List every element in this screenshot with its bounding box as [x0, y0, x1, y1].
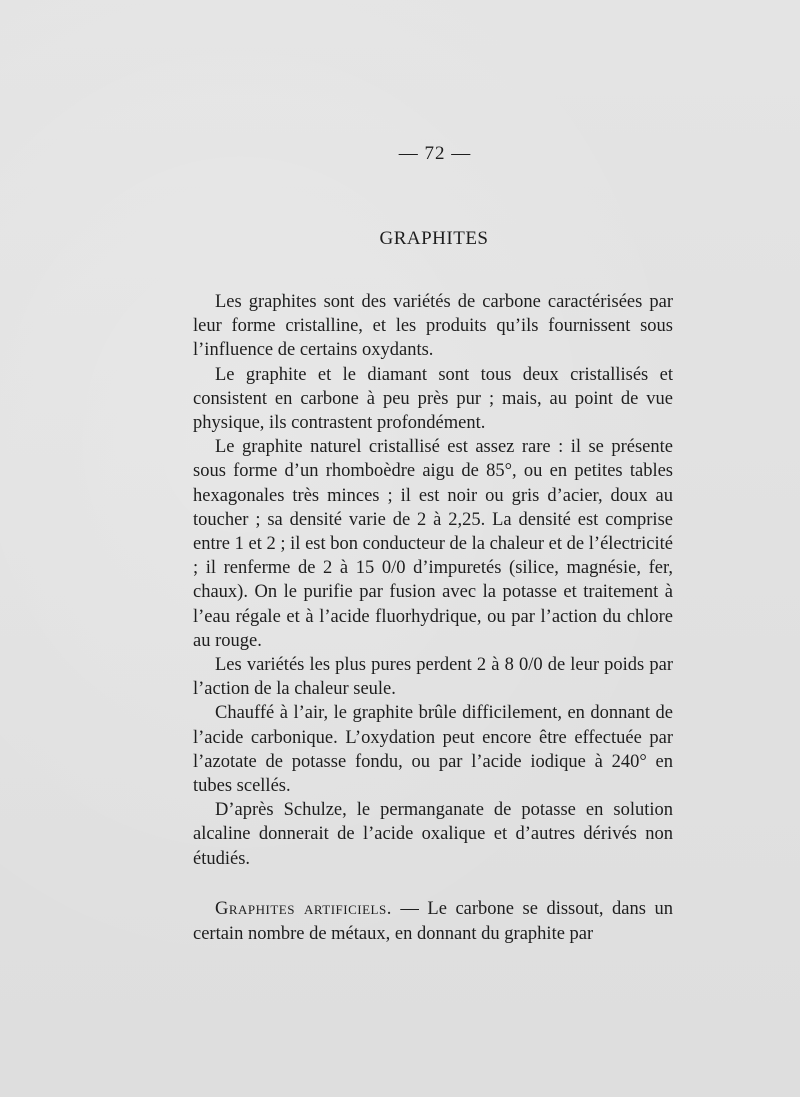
paragraph: Les variétés les plus pures perdent 2 à 8 0/0 de leur poids par l’action de la chaleur seule.	[193, 655, 673, 700]
page-number: — 72 —	[398, 143, 472, 164]
chapter-title: GRAPHITES	[379, 228, 489, 249]
paragraph: Chauffé à l’air, le graphite brûle difficilement, en donnant de l’acide carbonique. L’oxydation peut encore être effectuée par l’azotate de potasse fondu, ou par l’acide iodique à 240° en tubes scellés.	[193, 703, 673, 797]
section-paragraph-text	[193, 897, 673, 947]
paragraph: Le graphite naturel cristallisé est assez rare : il se présente sous forme d’un rhomboèdre aigu de 85°, ou en petites tables hexagonales très minces ; il est noir ou gris d’acier, doux au toucher ; sa densité varie de 2 à 2,25. La densité est comprise entre 1 et 2 ; il est bon conducteur de la chaleur et de l’électricité ; il renferme de 2 à 15 0/0 d’impuretés (silice, magnésie, fer, chaux). On le purifie par fusion avec la potasse et traitement à l’eau régale et à l’acide fluorhydrique, ou par l’action du chlore au rouge.	[193, 437, 673, 651]
section-text: — Le carbone se dissout, dans un certain nombre de métaux, en donnant du graphite par	[193, 899, 673, 944]
paragraph: Le graphite et le diamant sont tous deux cristallisés et consistent en carbone à peu près pur ; mais, au point de vue physique, ils contrastent profondément.	[193, 364, 673, 434]
paragraph: D’après Schulze, le permanganate de potasse en solution alcaline donnerait de l’acide oxalique et d’autres dérivés non étudiés.	[193, 800, 673, 869]
section-paragraph	[193, 897, 673, 947]
paragraph: Les graphites sont des variétés de carbone caractérisées par leur forme cristalline, et les produits qu’ils fournissent sous l’influence de certains oxydants.	[193, 292, 673, 361]
section-heading: Graphites artificiels.	[215, 899, 392, 919]
body-text	[193, 290, 673, 871]
